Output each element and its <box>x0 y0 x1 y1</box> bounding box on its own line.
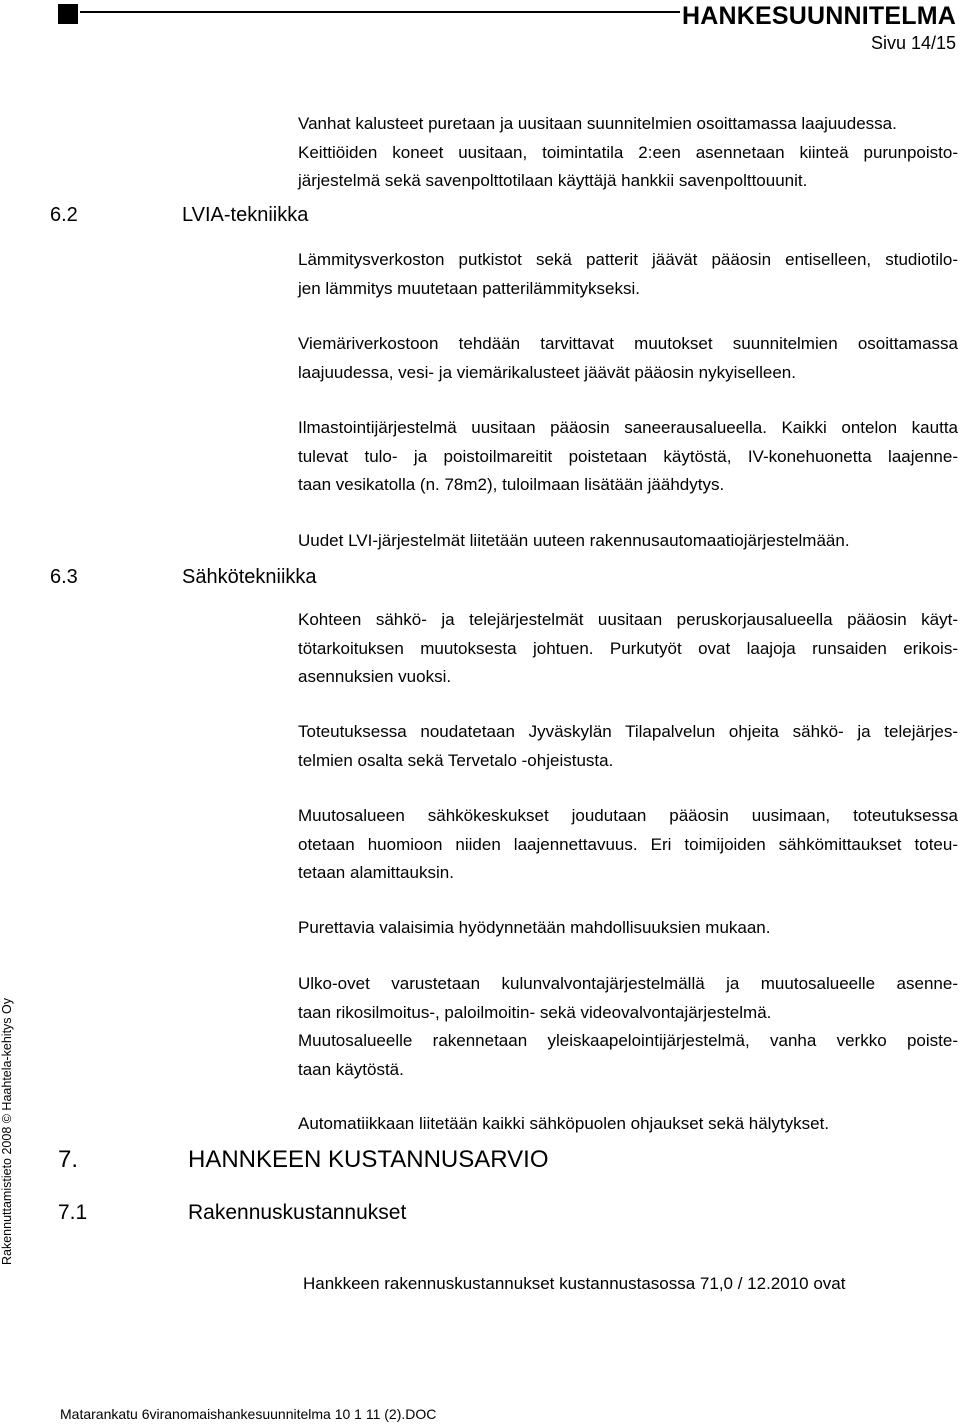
text-line: Lämmitysverkoston putkistot sekä patterit jäävät pääosin entiselleen, studiotilo- <box>298 250 958 269</box>
text-line: Ulko-ovet varustetaan kulunvalvontajärjestelmällä ja muutosalueelle asenne- <box>298 974 958 993</box>
paragraph-ventilation <box>298 414 958 500</box>
text-line: Purettavia valaisimia hyödynnetään mahdollisuuksien mukaan. <box>298 918 771 937</box>
text-line: Muutosalueen sähkökeskukset joudutaan pääosin uusimaan, toteutuksessa <box>298 806 958 825</box>
paragraph-automation-lvi <box>298 527 958 556</box>
text-line: Kohteen sähkö- ja telejärjestelmät uusitaan peruskorjausalueella pääosin käyt- <box>298 610 958 629</box>
text-line: taan rikosilmoitus-, paloilmoitin- sekä videovalvontajärjestelmä. <box>298 1002 772 1022</box>
paragraph-luminaires <box>298 914 958 943</box>
paragraph-furniture <box>298 110 958 196</box>
text-line: Viemäriverkostoon tehdään tarvittavat muutokset suunnitelmien osoittamassa <box>298 334 958 353</box>
text-line: tötarkoituksen muutoksesta johtuen. Purkutyöt ovat laajoja runsaiden erikois- <box>298 638 958 658</box>
text-line: järjestelmä sekä savenpolttotilaan käyttäjä hankkii savenpolttouunit. <box>298 171 808 190</box>
text-line: jen lämmitys muutetaan patterilämmitykseksi. <box>298 278 641 298</box>
chapter-title-cost-estimate: HANNKEEN KUSTANNUSARVIO <box>188 1146 549 1173</box>
text-line: tetaan alamittauksin. <box>298 863 454 882</box>
section-number-6-3: 6.3 <box>50 566 78 588</box>
text-line: asennuksien vuoksi. <box>298 667 452 686</box>
section-number-6-2: 6.2 <box>50 204 78 226</box>
paragraph-guidelines <box>298 718 958 775</box>
text-line: taan vesikatolla (n. 78m2), tuloilmaan lisätään jäähdytys. <box>298 475 725 494</box>
section-title-lvia: LVIA-tekniikka <box>182 204 309 226</box>
text-line: otetaan huomioon niiden laajennettavuus. Eri toimijoiden sähkömittaukset toteu- <box>298 834 958 854</box>
text-line: laajuudessa, vesi- ja viemärikalusteet jäävät pääosin nykyiselleen. <box>298 362 796 382</box>
section-title-building-costs: Rakennuskustannukset <box>188 1201 407 1224</box>
text-line: tulevat tulo- ja poistoilmareitit poistetaan käytöstä, IV-konehuonetta laajenne- <box>298 446 958 466</box>
text-line: taan käytöstä. <box>298 1059 404 1079</box>
header-logo-square <box>58 4 78 24</box>
section-title-electrical: Sähkötekniikka <box>182 566 317 588</box>
paragraph-building-costs <box>303 1270 960 1299</box>
text-line: Keittiöiden koneet uusitaan, toimintatila 2:een asennetaan kiinteä purunpoisto- <box>298 142 958 162</box>
paragraph-heating <box>298 246 958 303</box>
chapter-number-7: 7. <box>58 1146 79 1173</box>
paragraph-automation-electrical <box>298 1110 958 1139</box>
section-number-7-1: 7.1 <box>58 1201 88 1224</box>
text-line: Vanhat kalusteet puretaan ja uusitaan suunnitelmien osoittamassa laajuudessa. <box>298 114 897 133</box>
header-rule <box>80 11 680 13</box>
paragraph-electrical-systems <box>298 606 958 692</box>
footer-filename: Matarankatu 6viranomaishankesuunnitelma 10 1 11 (2).DOC <box>60 1406 437 1422</box>
text-line: Toteutuksessa noudatetaan Jyväskylän Tilapalvelun ohjeita sähkö- ja telejärjes- <box>298 722 958 741</box>
paragraph-sewer <box>298 330 958 387</box>
document-title: HANKESUUNNITELMA <box>681 2 956 30</box>
paragraph-security-systems <box>298 970 958 1084</box>
text-line: Hankkeen rakennuskustannukset kustannustasossa 71,0 / 12.2010 ovat <box>303 1274 846 1293</box>
text-line: Uudet LVI-järjestelmät liitetään uuteen rakennusautomaatiojärjestelmään. <box>298 531 850 550</box>
text-line: Automatiikkaan liitetään kaikki sähköpuolen ohjaukset sekä hälytykset. <box>298 1114 830 1133</box>
copyright-side-text: Rakennuttamistieto 2008 © Haahtela-kehitys Oy <box>0 998 14 1265</box>
text-line: Ilmastointijärjestelmä uusitaan pääosin saneerausalueella. Kaikki ontelon kautta <box>298 418 958 437</box>
text-line: Muutosalueelle rakennetaan yleiskaapelointijärjestelmä, vanha verkko poiste- <box>298 1031 958 1050</box>
text-line: telmien osalta sekä Tervetalo -ohjeistusta. <box>298 750 614 770</box>
page-number: Sivu 14/15 <box>870 33 956 53</box>
paragraph-switchboards <box>298 802 958 888</box>
